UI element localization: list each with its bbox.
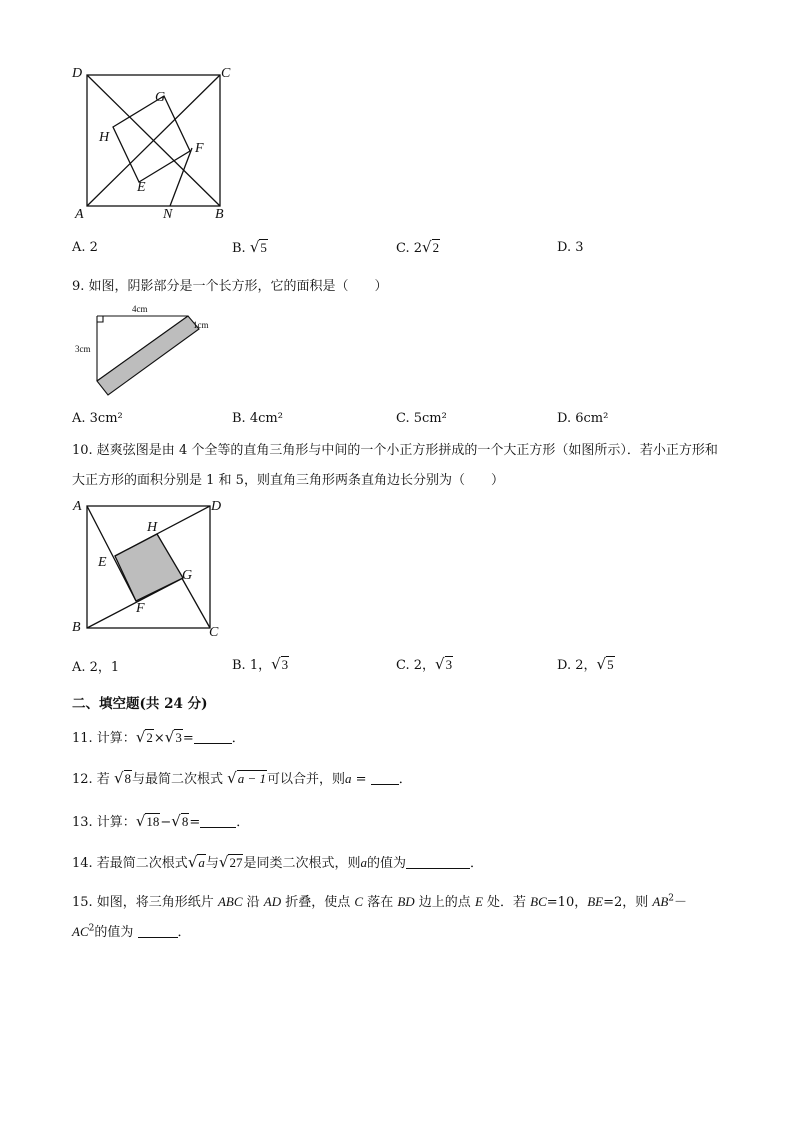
- period: ．: [469, 856, 483, 871]
- fig10-label-d: D: [211, 499, 222, 514]
- q15-text: 15. 如图，将三角形纸片: [72, 895, 218, 910]
- q10-option-b[interactable]: [232, 654, 289, 673]
- shaded-rectangle: [97, 316, 199, 395]
- triangle-abc: ABC: [217, 894, 243, 909]
- sqrt-symbol: √a − 1: [227, 769, 267, 787]
- period: ．: [398, 772, 412, 787]
- q15-text: =2，则: [603, 895, 653, 910]
- segment-ac: AC: [72, 924, 89, 939]
- figure-q9: [72, 300, 222, 405]
- fig8-label-b: B: [215, 207, 224, 222]
- q12-mid2: 可以合并，则: [267, 772, 346, 787]
- fig10-label-h: H: [147, 520, 158, 535]
- fig8-label-h: H: [99, 130, 110, 145]
- q15-line2: [72, 921, 191, 940]
- times-sign: ×: [153, 731, 165, 746]
- sqrt-symbol: √2: [135, 728, 153, 746]
- q13: [72, 811, 249, 830]
- fig8-label-f: F: [195, 141, 204, 156]
- figure-q10: [70, 494, 230, 640]
- fig8-label-a: A: [75, 207, 84, 222]
- minus-sign: －: [674, 895, 688, 910]
- q15-text: 的值为: [94, 925, 138, 940]
- q14-prefix: 14. 若最简二次根式: [72, 856, 188, 871]
- sqrt-symbol: √2: [422, 238, 440, 256]
- fig10-label-f: F: [136, 601, 145, 616]
- q15-text: 折叠，使点: [281, 895, 355, 910]
- q9-option-a[interactable]: A. 3cm²: [72, 411, 123, 426]
- sqrt-symbol: √5: [596, 655, 614, 673]
- q8-option-a[interactable]: A. 2: [72, 240, 98, 255]
- sqrt-symbol: √3: [271, 655, 289, 673]
- sqrt-symbol: √a: [187, 853, 205, 871]
- inner-small-square: [115, 534, 183, 601]
- segment-be: BE: [587, 894, 604, 909]
- q10-option-c-prefix: C. 2，: [396, 658, 436, 673]
- fig8-label-g: G: [155, 90, 166, 105]
- sqrt-symbol: √8: [113, 769, 132, 787]
- fig8-label-n: N: [163, 207, 173, 222]
- sqrt-symbol: √8: [171, 812, 189, 830]
- q12-mid: 与最简二次根式: [132, 772, 224, 787]
- q14: [72, 852, 483, 871]
- fig8-label-c: C: [221, 66, 231, 81]
- q11: [72, 727, 245, 746]
- q12-prefix: 12. 若: [72, 772, 110, 787]
- superscript-2: 2: [668, 893, 675, 904]
- fig10-label-c: C: [209, 625, 219, 640]
- q10-text: 10. 赵爽弦图是由 4 个全等的直角三角形与中间的一个小正方形拼成的一个大正方形（如图所示）．若小正方形和大正方形的面积分别是 1 和 5，则直角三角形两条直角边长分别为（ ）: [72, 443, 718, 488]
- sqrt-symbol: √3: [435, 655, 453, 673]
- period: ．: [236, 815, 250, 830]
- q9-option-b[interactable]: B. 4cm²: [232, 411, 283, 426]
- variable-a: a: [360, 855, 367, 870]
- segment-ad: AD: [263, 894, 282, 909]
- q15-text: =10，: [546, 895, 588, 910]
- q15-line1: [72, 891, 687, 910]
- q10-option-a[interactable]: A. 2，1: [72, 660, 120, 675]
- q14-mid2: 是同类二次根式，则: [243, 856, 361, 871]
- sqrt-symbol: √18: [135, 812, 160, 830]
- q10-option-c[interactable]: [396, 654, 453, 673]
- q10-option-b-prefix: B. 1，: [232, 658, 272, 673]
- q8-option-d[interactable]: D. 3: [557, 240, 584, 255]
- q8-option-b[interactable]: [232, 238, 268, 256]
- period: ．: [177, 925, 191, 940]
- section-title: 二、填空题(共 24 分): [72, 696, 208, 712]
- q15-text: 处．若: [482, 895, 531, 910]
- q9-label-left: 3cm: [75, 344, 91, 354]
- q12: [72, 768, 412, 787]
- sqrt-symbol: √5: [249, 238, 267, 256]
- q8-option-c-coef: 2: [413, 241, 423, 256]
- variable-a: a: [345, 771, 352, 786]
- q15-text: 落在: [363, 895, 398, 910]
- q10-option-d[interactable]: [557, 654, 615, 673]
- fig10-label-e: E: [98, 555, 107, 570]
- period: ．: [231, 731, 245, 746]
- equals-sign: =: [189, 815, 201, 830]
- answer-blank[interactable]: [371, 770, 399, 785]
- q14-mid: 与: [205, 856, 219, 871]
- q8-option-c[interactable]: [396, 238, 440, 256]
- equals-sign: =: [182, 731, 194, 746]
- minus-sign: −: [160, 815, 172, 830]
- q14-mid3: 的值为: [366, 856, 406, 871]
- answer-blank[interactable]: [138, 923, 178, 938]
- q10-option-d-prefix: D. 2，: [557, 658, 597, 673]
- answer-blank[interactable]: [194, 729, 232, 744]
- sqrt-symbol: √3: [164, 728, 182, 746]
- figure-q8: [70, 60, 240, 230]
- q9-option-c[interactable]: C. 5cm²: [396, 411, 447, 426]
- segment-ab: AB: [652, 894, 669, 909]
- segment-bc: BC: [530, 894, 547, 909]
- q15-text: 边上的点: [414, 895, 475, 910]
- q9-label-right: 1cm: [193, 320, 209, 330]
- point-c: C: [354, 894, 364, 909]
- fig10-label-a: A: [73, 499, 82, 514]
- q9-label-top: 4cm: [132, 304, 148, 314]
- q11-prefix: 11. 计算：: [72, 731, 136, 746]
- q9-text: 9. 如图，阴影部分是一个长方形，它的面积是（ ）: [72, 279, 388, 294]
- q15-text: 沿: [242, 895, 264, 910]
- answer-blank[interactable]: [406, 854, 470, 869]
- superscript-2: 2: [88, 923, 95, 934]
- fig10-label-b: B: [72, 620, 81, 635]
- fig8-label-d: D: [72, 66, 83, 81]
- fig8-label-e: E: [137, 180, 146, 195]
- equals-sign: =: [351, 772, 371, 787]
- fig10-label-g: G: [182, 568, 193, 583]
- segment-bd: BD: [397, 894, 415, 909]
- q13-prefix: 13. 计算：: [72, 815, 136, 830]
- answer-blank[interactable]: [200, 813, 236, 828]
- q9-option-d[interactable]: D. 6cm²: [557, 411, 609, 426]
- q8-option-c-prefix: C.: [396, 241, 414, 256]
- sqrt-symbol: √27: [218, 853, 243, 871]
- q8-option-b-prefix: B.: [232, 241, 250, 256]
- point-e: E: [474, 894, 483, 909]
